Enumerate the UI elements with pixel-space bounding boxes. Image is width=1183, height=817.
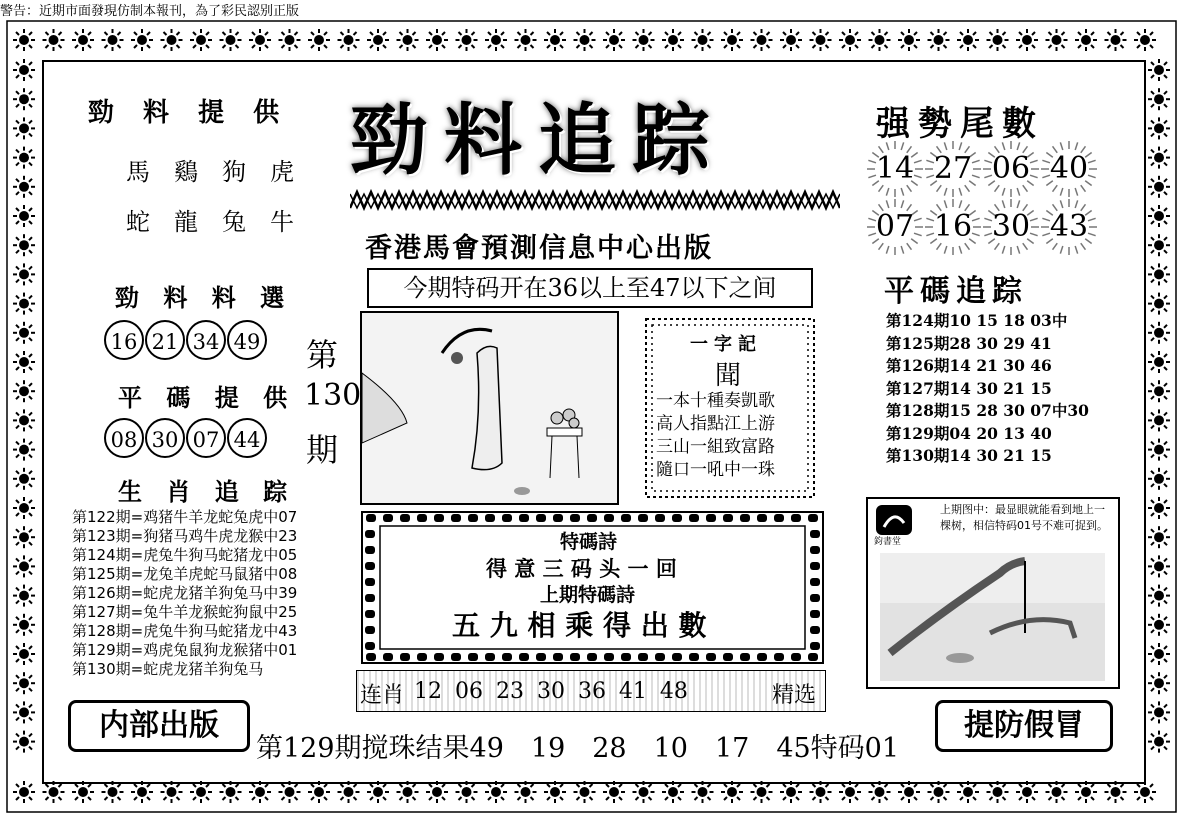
- ornament-mark: [810, 562, 820, 570]
- sun-ornament: [1148, 701, 1170, 723]
- sun-ornament: [1134, 29, 1156, 51]
- sun-ornament: [485, 29, 507, 51]
- tail-number-text: 43: [1049, 209, 1089, 244]
- sun-ornament: [1148, 585, 1170, 607]
- ornament-mark: [621, 514, 631, 522]
- tail-number: [866, 140, 924, 198]
- tail-number-text: 40: [1049, 151, 1089, 186]
- sun-ornament: [721, 781, 743, 803]
- sun-ornament: [308, 29, 330, 51]
- ornament-mark: [485, 653, 495, 661]
- sun-ornament: [367, 781, 389, 803]
- sun-ornament: [957, 781, 979, 803]
- sun-ornament: [721, 29, 743, 51]
- sun-ornament: [131, 781, 153, 803]
- sun-ornament: [898, 781, 920, 803]
- ornament-mark: [774, 653, 784, 661]
- sun-ornament: [13, 380, 35, 402]
- sun-ornament: [13, 263, 35, 285]
- ornament-mark: [365, 610, 375, 618]
- ornament-mark: [808, 514, 818, 522]
- sun-ornament: [1148, 731, 1170, 753]
- sun-ornament: [102, 781, 124, 803]
- ornament-mark: [689, 653, 699, 661]
- poem-title: 特碼詩: [560, 531, 618, 553]
- riddle-lines: [656, 390, 775, 482]
- sun-ornament: [603, 781, 625, 803]
- zodiac-row: 第123期=狗猪马鸡牛虎龙猴中23: [72, 527, 298, 545]
- sun-ornament: [1148, 672, 1170, 694]
- sun-ornament: [780, 29, 802, 51]
- ornament-mark: [810, 626, 820, 634]
- warning-notice: 警告：近期市面發現仿制本報刊，為了彩民認别正版: [0, 4, 300, 19]
- ornament-mark: [502, 514, 512, 522]
- ornament-mark: [791, 514, 801, 522]
- ornament-mark: [417, 514, 427, 522]
- zigzag-divider: [350, 188, 840, 214]
- ornament-mark: [365, 578, 375, 586]
- sun-ornament: [43, 29, 65, 51]
- sun-ornament: [869, 29, 891, 51]
- ornament-mark: [757, 653, 767, 661]
- ornament-mark: [383, 653, 393, 661]
- poem-line: 得 意 三 码 头 一 回: [486, 557, 677, 581]
- tail-number-text: 07: [875, 209, 915, 244]
- ornament-mark: [672, 653, 682, 661]
- sun-ornament: [13, 117, 35, 139]
- sun-ornament: [249, 29, 271, 51]
- ornament-mark: [536, 653, 546, 661]
- riddle-line: 高人指點江上游: [656, 414, 775, 434]
- pick-number: 21: [145, 320, 185, 360]
- tail-number: [866, 198, 924, 256]
- sun-ornament: [574, 781, 596, 803]
- sun-ornament: [662, 29, 684, 51]
- tail-number-text: 14: [875, 151, 915, 186]
- sun-ornament: [13, 468, 35, 490]
- sun-ornament: [751, 29, 773, 51]
- ornament-mark: [536, 514, 546, 522]
- zodiac-row: 第125期=龙兔羊虎蛇马鼠猪中08: [72, 565, 298, 583]
- sun-ornament: [839, 29, 861, 51]
- last-poem-line: 五 九 相 乘 得 出 數: [452, 609, 707, 642]
- ornament-mark: [365, 546, 375, 554]
- ornament-mark: [706, 653, 716, 661]
- sun-ornament: [13, 643, 35, 665]
- issue-qi: 期: [306, 431, 339, 469]
- sun-ornament: [1046, 29, 1068, 51]
- select-tag: 精选: [772, 683, 817, 708]
- sun-ornament: [1148, 555, 1170, 577]
- sun-ornament: [190, 781, 212, 803]
- sun-ornament: [1148, 380, 1170, 402]
- sun-ornament: [1105, 781, 1127, 803]
- sun-ornament: [13, 614, 35, 636]
- sun-ornament: [13, 439, 35, 461]
- ornament-mark: [553, 514, 563, 522]
- sun-ornament: [13, 205, 35, 227]
- sun-ornament: [220, 29, 242, 51]
- tail-title: 强勢尾數: [876, 104, 1044, 144]
- sun-ornament: [367, 29, 389, 51]
- riddle-line: 一本十種奏凱歌: [656, 391, 775, 411]
- pick-number: 34: [186, 320, 226, 360]
- sun-ornament: [456, 781, 478, 803]
- sun-ornament: [810, 29, 832, 51]
- publisher-line: 香港馬會預測信息中心出版: [365, 233, 713, 264]
- ornament-mark: [417, 653, 427, 661]
- sun-ornament: [810, 781, 832, 803]
- flat-numbers: [104, 418, 268, 458]
- pick-numbers: [104, 320, 268, 360]
- ornament-mark: [451, 514, 461, 522]
- ornament-mark: [365, 562, 375, 570]
- sun-ornament: [397, 781, 419, 803]
- select-numbers: 12 06 23 30 36 41 48: [414, 679, 688, 704]
- sun-ornament: [544, 29, 566, 51]
- sun-ornament: [1148, 176, 1170, 198]
- ornament-mark: [810, 594, 820, 602]
- ornament-mark: [366, 514, 376, 522]
- sun-ornament: [13, 88, 35, 110]
- sun-ornament: [1148, 497, 1170, 519]
- zodiac-row: 第129期=鸡虎兔鼠狗龙猴猪中01: [72, 641, 298, 659]
- riddle-character: 聞: [715, 361, 742, 391]
- sun-ornament: [1148, 59, 1170, 81]
- sun-ornament: [13, 526, 35, 548]
- internal-stamp: 内部出版: [68, 700, 250, 752]
- sun-ornament: [72, 29, 94, 51]
- sun-ornament: [603, 29, 625, 51]
- tail-number-text: 06: [991, 151, 1031, 186]
- sun-ornament: [13, 234, 35, 256]
- sun-ornament: [1148, 322, 1170, 344]
- zodiac-title: 生 肖 追 踪: [118, 478, 296, 506]
- sun-ornament: [662, 781, 684, 803]
- sun-ornament: [13, 29, 35, 51]
- flat-number: 30: [145, 418, 185, 458]
- sun-ornament: [1148, 614, 1170, 636]
- tail-number: [982, 140, 1040, 198]
- sun-ornament: [987, 29, 1009, 51]
- sun-ornament: [1148, 468, 1170, 490]
- logo-text: 鈞書堂: [874, 537, 902, 547]
- tail-numbers: [866, 140, 1106, 256]
- flat-number: 08: [104, 418, 144, 458]
- ornament-mark: [791, 653, 801, 661]
- ornament-mark: [638, 653, 648, 661]
- ornament-mark: [689, 514, 699, 522]
- sun-ornament: [426, 29, 448, 51]
- sun-ornament: [692, 29, 714, 51]
- range-box: 今期特码开在36以上至47以下之间: [367, 268, 813, 308]
- sun-ornament: [13, 59, 35, 81]
- sun-ornament: [161, 29, 183, 51]
- ornament-mark: [810, 546, 820, 554]
- flat-number: 44: [227, 418, 267, 458]
- zodiac-row: 第127期=兔牛羊龙猴蛇狗鼠中25: [72, 603, 298, 621]
- ornament-mark: [604, 514, 614, 522]
- tail-number: [924, 198, 982, 256]
- flat-track-row: 第127期14 30 21 15: [886, 378, 1052, 398]
- zodiac-history: [72, 508, 297, 679]
- sun-ornament: [1075, 781, 1097, 803]
- ornament-mark: [400, 653, 410, 661]
- pick-number: 49: [227, 320, 267, 360]
- masthead-text: 勁料追踪: [350, 95, 727, 186]
- flat-track-row: 第124期10 15 18 03中: [886, 311, 1068, 330]
- sun-ornament: [1148, 293, 1170, 315]
- sun-ornament: [987, 781, 1009, 803]
- sun-ornament: [751, 781, 773, 803]
- sun-ornament: [426, 781, 448, 803]
- sun-ornament: [190, 29, 212, 51]
- zodiac-row: 第124期=虎兔牛狗马蛇猪龙中05: [72, 546, 298, 564]
- sun-ornament: [13, 585, 35, 607]
- tail-number: [1040, 198, 1098, 256]
- masthead-title: [350, 78, 820, 188]
- ornament-mark: [365, 530, 375, 538]
- sun-ornament: [839, 781, 861, 803]
- sun-ornament: [692, 781, 714, 803]
- sun-ornament: [13, 322, 35, 344]
- sun-ornament: [1148, 439, 1170, 461]
- sun-ornament: [1134, 781, 1156, 803]
- sun-ornament: [13, 701, 35, 723]
- sun-ornament: [338, 29, 360, 51]
- sun-ornament: [13, 731, 35, 753]
- ornament-mark: [468, 514, 478, 522]
- sun-ornament: [13, 672, 35, 694]
- ornament-mark: [810, 578, 820, 586]
- sun-ornament: [1016, 781, 1038, 803]
- pick-number: 16: [104, 320, 144, 360]
- ornament-mark: [655, 514, 665, 522]
- sun-ornament: [249, 781, 271, 803]
- last-poem-title: 上期特碼詩: [540, 584, 636, 606]
- ornament-mark: [365, 642, 375, 650]
- ornament-mark: [672, 514, 682, 522]
- sun-ornament: [397, 29, 419, 51]
- flat-track-row: 第129期04 20 13 40: [886, 423, 1052, 443]
- ornament-mark: [434, 514, 444, 522]
- zodiac-row: 第128期=虎兔牛狗马蛇猪龙中43: [72, 622, 298, 640]
- sun-ornament: [279, 781, 301, 803]
- ornament-mark: [723, 653, 733, 661]
- ornament-mark: [723, 514, 733, 522]
- sun-ornament: [574, 29, 596, 51]
- tail-number: [1040, 140, 1098, 198]
- ornament-mark: [365, 626, 375, 634]
- ornament-mark: [434, 653, 444, 661]
- sun-ornament: [13, 555, 35, 577]
- sun-ornament: [1148, 526, 1170, 548]
- issue-number: 130: [304, 378, 362, 413]
- ornament-mark: [604, 653, 614, 661]
- ornament-mark: [451, 653, 461, 661]
- ornament-mark: [587, 514, 597, 522]
- riddle-picture: [360, 311, 619, 505]
- flat-number: 07: [186, 418, 226, 458]
- ornament-mark: [485, 514, 495, 522]
- sun-ornament: [869, 781, 891, 803]
- ornament-mark: [502, 653, 512, 661]
- animals-row-2: 蛇 龍 兔 牛: [126, 208, 294, 236]
- flat-track-row: 第128期15 28 30 07中30: [886, 401, 1089, 420]
- ornament-mark: [810, 610, 820, 618]
- ornament-mark: [553, 653, 563, 661]
- sun-ornament: [161, 781, 183, 803]
- sun-ornament: [1016, 29, 1038, 51]
- sun-ornament: [1148, 409, 1170, 431]
- zodiac-row: 第126期=蛇虎龙猪羊狗兔马中39: [72, 584, 298, 602]
- ornament-mark: [774, 514, 784, 522]
- sun-ornament: [1148, 205, 1170, 227]
- ornament-mark: [638, 514, 648, 522]
- sun-ornament: [1148, 117, 1170, 139]
- flat-title: 平 碼 提 供: [118, 384, 296, 412]
- sun-ornament: [308, 781, 330, 803]
- sun-ornament: [1105, 29, 1127, 51]
- ornament-mark: [621, 653, 631, 661]
- riddle-line: 三山一組致富路: [656, 437, 775, 457]
- sun-ornament: [13, 176, 35, 198]
- sun-ornament: [544, 781, 566, 803]
- animals-row-1: 馬 鷄 狗 虎: [126, 158, 294, 186]
- sun-ornament: [13, 497, 35, 519]
- ornament-mark: [519, 514, 529, 522]
- sun-ornament: [1148, 643, 1170, 665]
- sun-ornament: [1075, 29, 1097, 51]
- tail-number-text: 30: [991, 209, 1031, 244]
- sun-ornament: [928, 781, 950, 803]
- sun-ornament: [13, 293, 35, 315]
- ornament-mark: [365, 594, 375, 602]
- sun-ornament: [456, 29, 478, 51]
- sun-ornament: [13, 147, 35, 169]
- flat-track-title: 平碼追踪: [884, 274, 1028, 309]
- riddle-title: 一字記: [690, 334, 762, 355]
- sun-ornament: [1148, 88, 1170, 110]
- anti-fake-stamp: 提防假冒: [935, 700, 1113, 752]
- sun-ornament: [1046, 781, 1068, 803]
- issue-di: 第: [306, 336, 339, 374]
- sun-ornament: [43, 781, 65, 803]
- sun-ornament: [220, 781, 242, 803]
- ornament-mark: [587, 653, 597, 661]
- ornament-mark: [655, 653, 665, 661]
- sun-ornament: [13, 409, 35, 431]
- sun-ornament: [13, 351, 35, 373]
- flat-track-row: 第130期14 30 21 15: [886, 446, 1052, 465]
- sun-ornament: [898, 29, 920, 51]
- tail-number-text: 16: [933, 209, 973, 244]
- sun-ornament: [102, 29, 124, 51]
- tail-number: [982, 198, 1040, 256]
- sun-ornament: [780, 781, 802, 803]
- sun-ornament: [279, 29, 301, 51]
- ornament-mark: [400, 514, 410, 522]
- ornament-mark: [570, 514, 580, 522]
- ornament-mark: [740, 514, 750, 522]
- ornament-mark: [383, 514, 393, 522]
- sun-ornament: [131, 29, 153, 51]
- sun-ornament: [1148, 263, 1170, 285]
- sun-ornament: [957, 29, 979, 51]
- tail-number: [924, 140, 982, 198]
- ornament-mark: [468, 653, 478, 661]
- flat-track-list: [886, 310, 1089, 468]
- ornament-mark: [740, 653, 750, 661]
- draw-result: 第129期搅珠结果49 19 28 10 17 45特码01: [256, 733, 900, 764]
- supply-title: 勁 料 提 供: [88, 98, 290, 128]
- pick-title: 勁 料 料 選: [115, 284, 293, 312]
- ornament-mark: [810, 642, 820, 650]
- select-label: 连肖: [360, 683, 405, 708]
- zodiac-row: 第122期=鸡猪牛羊龙蛇兔虎中07: [72, 508, 298, 526]
- ornament-mark: [808, 653, 818, 661]
- flat-track-row: 第126期14 21 30 46: [886, 356, 1052, 375]
- sun-ornament: [928, 29, 950, 51]
- ornament-mark: [570, 653, 580, 661]
- zodiac-row: 第130期=蛇虎龙猪羊狗兔马: [72, 660, 264, 678]
- sun-ornament: [633, 781, 655, 803]
- ornament-mark: [519, 653, 529, 661]
- sun-ornament: [13, 781, 35, 803]
- sun-ornament: [485, 781, 507, 803]
- sun-ornament: [72, 781, 94, 803]
- ornament-mark: [810, 530, 820, 538]
- riddle-line: 隨口一吼中一珠: [656, 460, 775, 480]
- sun-ornament: [633, 29, 655, 51]
- tail-number-text: 27: [933, 151, 973, 186]
- sun-ornament: [338, 781, 360, 803]
- sun-ornament: [1148, 351, 1170, 373]
- ornament-mark: [366, 653, 376, 661]
- last-hint-picture: [880, 553, 1105, 681]
- sun-ornament: [1148, 234, 1170, 256]
- sun-ornament: [1148, 147, 1170, 169]
- ornament-mark: [757, 514, 767, 522]
- flat-track-row: 第125期28 30 29 41: [886, 333, 1052, 353]
- sun-ornament: [515, 29, 537, 51]
- last-hint-text: 上期图中：最显眼就能看到地上一棵树，相信特码01号不难可捉到。: [940, 503, 1108, 532]
- ornament-mark: [706, 514, 716, 522]
- sun-ornament: [515, 781, 537, 803]
